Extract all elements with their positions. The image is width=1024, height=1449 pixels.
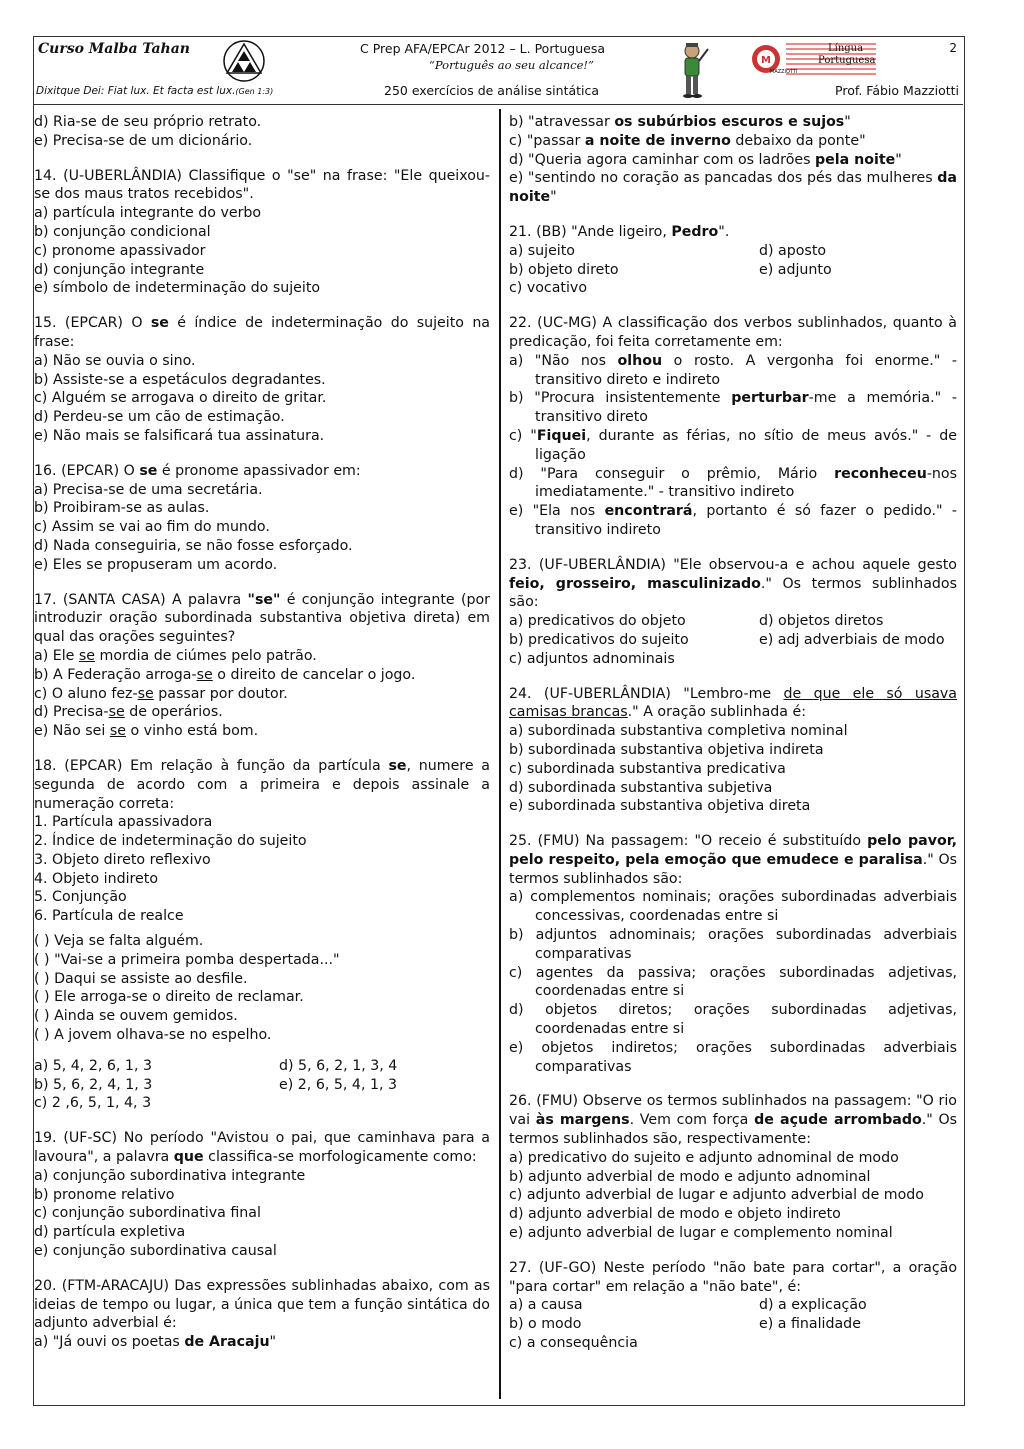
option: c) subordinada substantiva predicativa: [509, 760, 786, 777]
option: c) vocativo: [509, 280, 587, 297]
motto: Dixitque Dei: Fiat lux. Et facta est lux.(Gen 1:3): [36, 85, 274, 97]
page-header: [34, 37, 963, 105]
question-15: [34, 314, 490, 446]
question-stem: 14. (U-UBERLÂNDIA) Classifique o "se" na frase: "Ele queixou-se dos maus tratos recebidos".: [34, 167, 490, 203]
option: c) O aluno fez-se passar por doutor.: [34, 685, 288, 702]
option: e) objetos indiretos; orações subordinadas adverbiais comparativas: [509, 1039, 957, 1075]
mascot-icon: [674, 39, 714, 99]
question-stem: 15. (EPCAR) O se é índice de indeterminação do sujeito na frase:: [34, 315, 491, 350]
logo-word-lingua: Língua: [828, 43, 864, 54]
option: e) símbolo de indeterminação do sujeito: [34, 280, 321, 297]
option-row: a) predicativos do objeto d) objetos diretos: [509, 613, 884, 630]
question-17: [34, 591, 490, 741]
option: b) adjunto adverbial de modo e adjunto adnominal: [509, 1168, 871, 1185]
numbered-item: 2. Índice de indeterminação do sujeito: [34, 833, 307, 850]
question-stem: 25. (FMU) Na passagem: "O receio é substituído pelo pavor, pelo respeito, pela emoção que emudece e paralisa." Os termos sublinhados são:: [509, 833, 958, 887]
question-27: [509, 1259, 957, 1353]
numbered-item: 6. Partícula de realce: [34, 908, 184, 925]
option: c) agentes da passiva; orações subordinadas adjetivas, coordenadas entre si: [509, 964, 957, 1000]
option: e) subordinada substantiva objetiva direta: [509, 798, 811, 815]
question-14: [34, 167, 490, 299]
option: c) Alguém se arrogava o direito de gritar.: [34, 390, 327, 407]
question-18: [34, 757, 490, 1113]
logo-small-text: MAZZIOTTI: [770, 69, 798, 75]
option: b) adjuntos adnominais; orações subordinadas adverbiais comparativas: [509, 927, 957, 962]
option: a) Ele se mordia de ciúmes pelo patrão.: [34, 647, 317, 664]
option: d) "Para conseguir o prêmio, Mário reconheceu-nos imediatamente." - transitivo indireto: [509, 465, 957, 501]
option: e) "Ela nos encontrará, portanto é só fazer o pedido." - transitivo indireto: [509, 503, 958, 538]
fill-item: ( ) Ainda se ouvem gemidos.: [34, 1008, 238, 1025]
option: d) Ria-se de seu próprio retrato.: [34, 114, 262, 130]
option: e) Não sei se o vinho está bom.: [34, 723, 259, 740]
option: e) Eles se propuseram um acordo.: [34, 556, 278, 573]
course-line: C Prep AFA/EPCAr 2012 – L. Portuguesa: [360, 41, 606, 56]
question-stem: 21. (BB) "Ande ligeiro, Pedro".: [509, 223, 730, 240]
option: e) adjunto adverbial de lugar e complemento nominal: [509, 1225, 893, 1242]
question-stem: 22. (UC-MG) A classificação dos verbos sublinhados, quanto à predicação, foi feita corretamente em:: [509, 315, 957, 350]
option: e) Precisa-se de um dicionário.: [34, 132, 253, 149]
option: a) Não se ouvia o sino.: [34, 352, 196, 369]
svg-text:M: M: [761, 55, 771, 66]
subtitle: 250 exercícios de análise sintática: [384, 83, 600, 98]
question-22: [509, 314, 957, 540]
option: b) "Procura insistentemente perturbar-me a memória." - transitivo direto: [509, 390, 957, 426]
option: a) Precisa-se de uma secretária.: [34, 481, 263, 498]
option: b) A Federação arroga-se o direito de cancelar o jogo.: [34, 666, 416, 683]
option: c) 2 ,6, 5, 1, 4, 3: [34, 1095, 152, 1112]
page-frame: [33, 36, 965, 1406]
option: d) Perdeu-se um cão de estimação.: [34, 409, 285, 426]
option-row: b) 5, 6, 2, 4, 1, 3 e) 2, 6, 5, 4, 1, 3: [34, 1076, 398, 1093]
question-stem: 27. (UF-GO) Neste período "não bate para cortar", a oração "para cortar" em relação a "não bate", é:: [509, 1259, 957, 1295]
option-row: a) sujeito d) aposto: [509, 242, 827, 259]
option: d) adjunto adverbial de modo e objeto indireto: [509, 1206, 841, 1223]
numbered-item: 5. Conjunção: [34, 889, 127, 906]
question-13-tail: [34, 113, 490, 151]
option: a) conjunção subordinativa integrante: [34, 1167, 306, 1184]
logo-word-portuguesa: Portuguesa: [818, 55, 876, 66]
right-column: [509, 113, 957, 1369]
option: d) partícula expletiva: [34, 1224, 186, 1241]
numbered-item: 4. Objeto indireto: [34, 870, 159, 887]
fill-item: ( ) Ele arroga-se o direito de reclamar.: [34, 989, 304, 1006]
option: a) predicativo do sujeito e adjunto adnominal de modo: [509, 1149, 899, 1166]
lingua-portuguesa-logo: [746, 41, 876, 77]
column-divider: [499, 109, 501, 1399]
fill-item: ( ) Veja se falta alguém.: [34, 933, 204, 950]
slogan: “Português ao seu alcance!”: [429, 58, 594, 72]
option-row: b) o modo e) a finalidade: [509, 1316, 861, 1333]
option-row: a) a causa d) a explicação: [509, 1297, 867, 1314]
option: a) subordinada substantiva completiva nominal: [509, 723, 848, 740]
option: b) Assiste-se a espetáculos degradantes.: [34, 371, 326, 388]
question-25: [509, 832, 957, 1076]
option: c) a consequência: [509, 1335, 638, 1352]
question-20: [34, 1277, 490, 1352]
option: b) conjunção condicional: [34, 223, 211, 240]
page-number: 2: [949, 41, 957, 55]
teacher-name: Prof. Fábio Mazziotti: [835, 83, 959, 98]
numbered-item: 1. Partícula apassivadora: [34, 814, 213, 831]
fill-item: ( ) "Vai-se a primeira pomba despertada...": [34, 951, 340, 968]
option: d) Precisa-se de operários.: [34, 704, 223, 721]
question-stem: 23. (UF-UBERLÂNDIA) "Ele observou-a e achou aquele gesto feio, grosseiro, masculinizado." Os termos sublinhados são:: [509, 556, 957, 611]
question-20-cont: [509, 113, 957, 207]
option: a) complementos nominais; orações subordinadas adverbiais concessivas, coordenadas entre si: [509, 889, 957, 925]
option: b) subordinada substantiva objetiva indireta: [509, 741, 824, 758]
option-row: b) predicativos do sujeito e) adj adverbiais de modo: [509, 631, 945, 648]
question-23: [509, 556, 957, 669]
option: e) "sentindo no coração as pancadas dos pés das mulheres da noite": [509, 170, 957, 206]
option: d) subordinada substantiva subjetiva: [509, 779, 773, 796]
option: d) objetos diretos; orações subordinadas adjetivas, coordenadas entre si: [509, 1002, 957, 1038]
option-row: b) objeto direto e) adjunto: [509, 261, 832, 278]
question-21: [509, 223, 957, 298]
question-stem: 18. (EPCAR) Em relação à função da partícula se, numere a segunda de acordo com a primeira e depois assinale a numeração correta:: [34, 757, 490, 812]
question-16: [34, 462, 490, 575]
option: b) "atravessar os subúrbios escuros e sujos": [509, 114, 851, 130]
question-stem: 24. (UF-UBERLÂNDIA) "Lembro-me de que ele só usava camisas brancas." A oração sublinhada é:: [509, 685, 958, 721]
option: a) "Não nos olhou o rosto. A vergonha foi enorme." - transitivo direto e indireto: [509, 352, 957, 388]
triangle-logo-icon: [222, 39, 266, 83]
question-stem: 20. (FTM-ARACAJU) Das expressões sublinhadas abaixo, com as ideias de tempo ou lugar, a única que tem a função sintática do adjunto adverbial é:: [34, 1277, 490, 1332]
option: c) adjunto adverbial de lugar e adjunto adverbial de modo: [509, 1187, 924, 1204]
option: b) Proibiram-se as aulas.: [34, 500, 210, 517]
question-stem: 17. (SANTA CASA) A palavra "se" é conjunção integrante (por introduzir oração subordinada substantiva objetiva direta) em qual das orações seguintes?: [34, 591, 491, 646]
option: c) adjuntos adnominais: [509, 650, 675, 667]
question-stem: 16. (EPCAR) O se é pronome apassivador em:: [34, 462, 361, 479]
school-name: Curso Malba Tahan: [38, 41, 190, 57]
question-19: [34, 1129, 490, 1261]
fill-item: ( ) Daqui se assiste ao desfile.: [34, 970, 248, 987]
option: e) Não mais se falsificará tua assinatura.: [34, 427, 325, 444]
option: d) conjunção integrante: [34, 261, 205, 278]
option-row: a) 5, 4, 2, 6, 1, 3 d) 5, 6, 2, 1, 3, 4: [34, 1057, 398, 1074]
option: d) "Queria agora caminhar com os ladrões pela noite": [509, 151, 902, 168]
option: d) Nada conseguiria, se não fosse esforçado.: [34, 537, 353, 554]
left-column: [34, 113, 490, 1368]
option: c) Assim se vai ao fim do mundo.: [34, 519, 270, 536]
question-24: [509, 685, 957, 817]
option: c) "passar a noite de inverno debaixo da ponte": [509, 132, 866, 149]
option: e) conjunção subordinativa causal: [34, 1243, 277, 1260]
question-stem: 26. (FMU) Observe os termos sublinhados na passagem: "O rio vai às margens. Vem com força de açude arrombado." Os termos sublinhados são, respectivamente:: [509, 1093, 958, 1148]
option: c) "Fiquei, durante as férias, no sítio de meus avós." - de ligação: [509, 427, 957, 463]
option: b) pronome relativo: [34, 1186, 175, 1203]
fill-item: ( ) A jovem olhava-se no espelho.: [34, 1027, 272, 1044]
question-stem: 19. (UF-SC) No período "Avistou o pai, que caminhava para a lavoura", a palavra que classifica-se morfologicamente como:: [34, 1130, 490, 1166]
option: a) partícula integrante do verbo: [34, 205, 262, 222]
question-26: [509, 1092, 957, 1242]
option: a) "Já ouvi os poetas de Aracaju": [34, 1334, 277, 1351]
option: c) pronome apassivador: [34, 242, 206, 259]
option: c) conjunção subordinativa final: [34, 1205, 261, 1222]
numbered-item: 3. Objeto direto reflexivo: [34, 851, 211, 868]
